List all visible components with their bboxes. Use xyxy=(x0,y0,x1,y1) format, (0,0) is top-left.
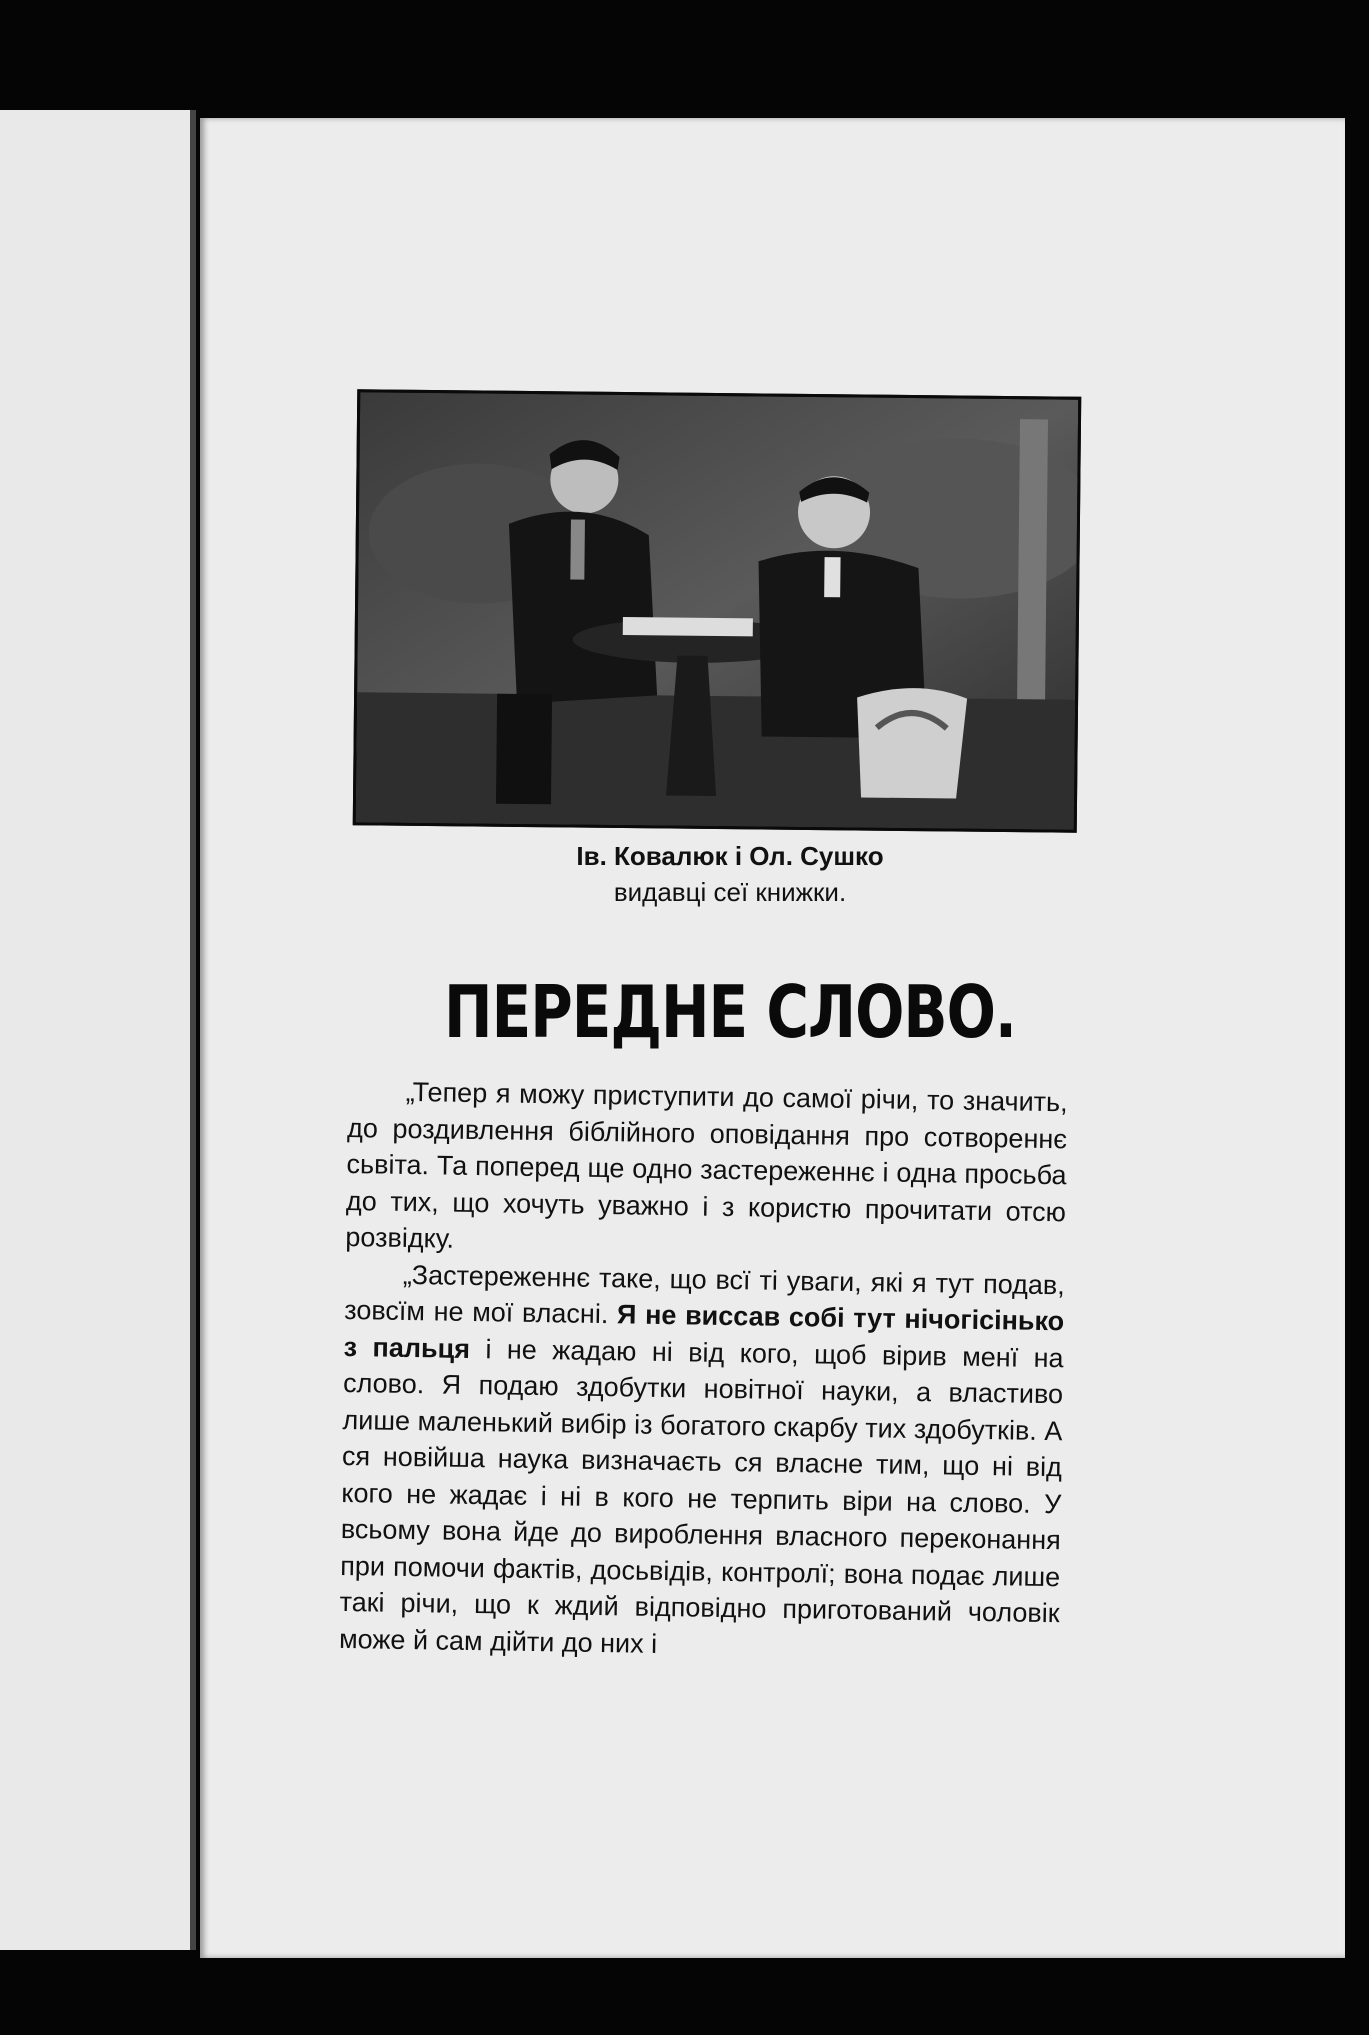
left-page-edge xyxy=(0,110,196,1950)
paragraph-1: „Тепер я можу приступити до самої річи, то значить, до роздивлення біблійного оповідання про сотвореннє сьвіта. Та поперед ще одно застереженнє і одна просьба до тих, що хочуть уважно і з користю прочитати отсю розвідку. xyxy=(345,1076,1068,1254)
caption-role: видавці сеї книжки. xyxy=(613,877,847,907)
portrait-photo xyxy=(353,389,1082,833)
photo-caption xyxy=(380,838,1080,910)
paragraph-2-emphasis: Я не виссав собі тут нічогісінько з пальця xyxy=(343,1299,1065,1364)
paragraph-2-start: „Застереженнє таке, що всї ті уваги, які я тут подав, зовсїм не мої власні. xyxy=(344,1259,1065,1330)
paragraph-2 xyxy=(339,1255,1065,1668)
paragraph-2-rest: і не жадаю ні від кого, щоб вірив менї на слово. Я подаю здобутки новітної науки, а властиво лише маленький вибір із богатого скарбу тих здобутків. А ся новійша наука визначаєть ся власне тим, що ні від кого не жадає і ні в кого не терпить віри на слово. У всьому вона йде до вироблення власного переконання при помочи фактів, досьвідів, контролї; вона подає лише такі річи, що к ждий відповідно приготований чоловік може й сам дійти до них і xyxy=(338,1333,1064,1659)
preface-text xyxy=(339,1073,1068,1668)
portrait-photo-illustration xyxy=(356,392,1078,829)
caption-names: Ів. Ковалюк і Ол. Сушко xyxy=(576,841,884,871)
page-title: ПЕРЕДНЕ СЛОВО. xyxy=(444,969,1016,1055)
book-page xyxy=(200,118,1345,1958)
